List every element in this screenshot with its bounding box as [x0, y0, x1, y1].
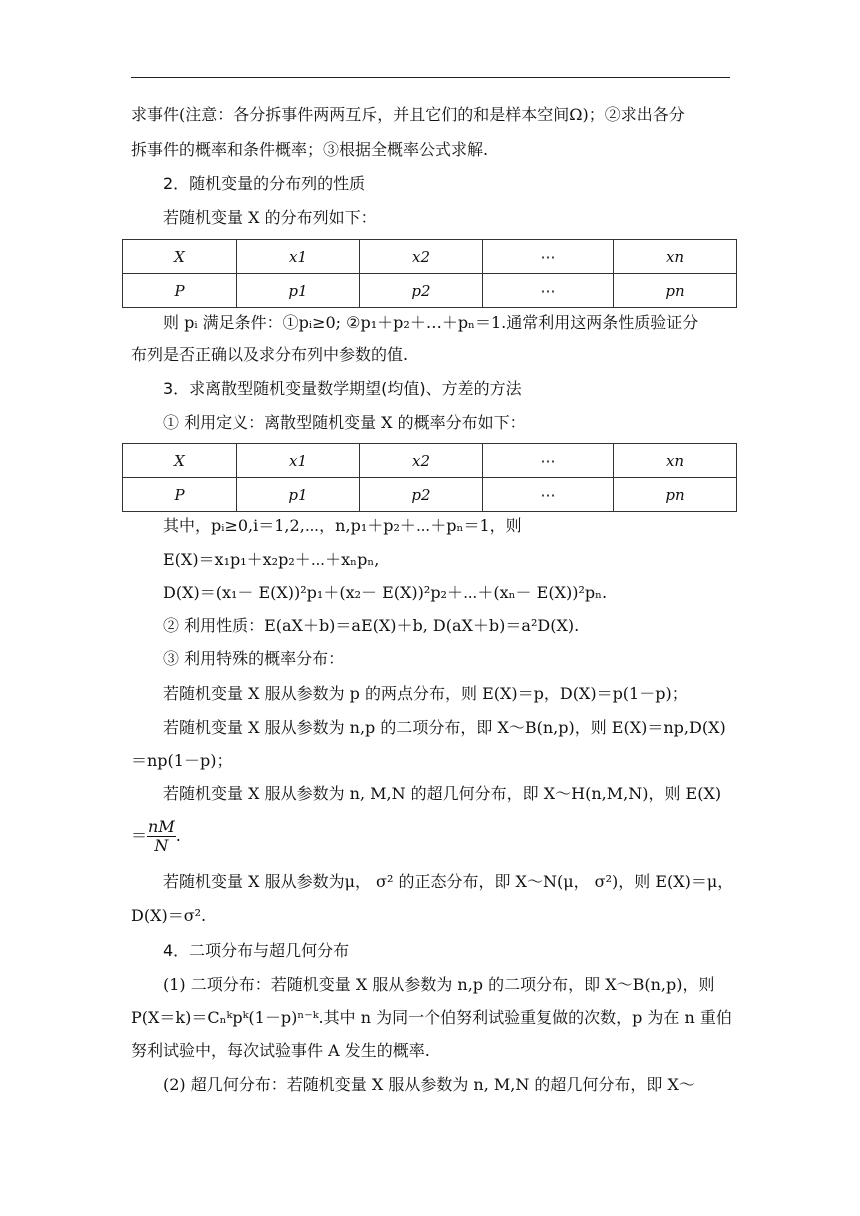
table-row-p [123, 274, 737, 308]
binomial-def-line-1: (1) 二项分布：若随机变量 X 服从参数为 n,p 的二项分布，即 X～B(n,p)，则 [163, 975, 715, 994]
intro-line-2: 拆事件的概率和条件概率；③根据全概率公式求解. [131, 140, 489, 159]
table-cell: p2 [360, 478, 483, 512]
table-cell: ⋯ [483, 444, 614, 478]
section-2-lead: 若随机变量 X 的分布列如下： [163, 208, 377, 227]
fraction-numerator: nM [148, 817, 175, 836]
table-cell: pn [614, 274, 737, 308]
table-cell: p1 [237, 274, 360, 308]
table-row-p [123, 478, 737, 512]
expectation-formula: E(X)＝x₁p₁＋x₂p₂＋⋯＋xₙpₙ, [163, 550, 380, 569]
fraction [147, 818, 176, 855]
section-3-item-3: ③ 利用特殊的概率分布： [163, 649, 345, 668]
hypergeometric-line-2 [131, 818, 181, 855]
period: . [175, 826, 181, 845]
condition-line: 其中，pᵢ≥0,i＝1,2,⋯，n,p₁＋p₂＋⋯＋pₙ＝1，则 [163, 516, 522, 535]
table-cell: ⋯ [483, 274, 614, 308]
normal-line-2: D(X)＝σ². [131, 906, 207, 925]
table-cell: ⋯ [483, 478, 614, 512]
hypergeometric-def-line-1: (2) 超几何分布：若随机变量 X 服从参数为 n, M,N 的超几何分布，即 X～ [163, 1075, 695, 1094]
equals-sign: ＝ [131, 826, 148, 845]
section-2-conditions-cont: 布列是否正确以及求分布列中参数的值. [131, 345, 409, 364]
table-cell: ⋯ [483, 240, 614, 274]
table-cell: x1 [237, 240, 360, 274]
variance-formula: D(X)＝(x₁－ E(X))²p₁＋(x₂－ E(X))²p₂＋⋯＋(xₙ－ E(X))²pₙ. [163, 583, 608, 602]
table-cell: P [123, 274, 237, 308]
table-cell: p2 [360, 274, 483, 308]
section-3-heading: 3．求离散型随机变量数学期望(均值)、方差的方法 [163, 379, 522, 398]
distribution-table-1 [122, 239, 737, 308]
binomial-line-1: 若随机变量 X 服从参数为 n,p 的二项分布，即 X～B(n,p)，则 E(X)＝np,D(X) [163, 718, 726, 737]
table-row-x [123, 240, 737, 274]
binomial-def-line-2: P(X＝k)＝Cₙᵏpᵏ(1－p)ⁿ⁻ᵏ.其中 n 为同一个伯努利试验重复做的次数，p 为在 n 重伯 [131, 1008, 732, 1027]
table-cell: X [123, 240, 237, 274]
section-3-item-2: ② 利用性质：E(aX＋b)＝aE(X)＋b, D(aX＋b)＝a²D(X). [163, 616, 580, 635]
table-cell: p1 [237, 478, 360, 512]
two-point-distribution: 若随机变量 X 服从参数为 p 的两点分布，则 E(X)＝p，D(X)＝p(1－p)； [163, 684, 688, 703]
section-2-heading: 2．随机变量的分布列的性质 [163, 174, 366, 193]
table-cell: x1 [237, 444, 360, 478]
binomial-def-line-3: 努利试验中，每次试验事件 A 发生的概率. [131, 1041, 430, 1060]
table-cell: xn [614, 444, 737, 478]
table-cell: x2 [360, 444, 483, 478]
section-4-heading: 4．二项分布与超几何分布 [163, 941, 350, 960]
table-cell: xn [614, 240, 737, 274]
distribution-table-2 [122, 443, 737, 512]
table-cell: pn [614, 478, 737, 512]
section-3-item-1: ① 利用定义：离散型随机变量 X 的概率分布如下： [163, 413, 526, 432]
table-cell: P [123, 478, 237, 512]
fraction-denominator: N [154, 836, 169, 855]
table-row-x [123, 444, 737, 478]
binomial-line-2: ＝np(1－p)； [131, 751, 233, 770]
hypergeometric-line-1: 若随机变量 X 服从参数为 n, M,N 的超几何分布，即 X～H(n,M,N)，则 E(X) [163, 784, 722, 803]
section-2-conditions: 则 pᵢ 满足条件：①pᵢ≥0; ②p₁＋p₂＋…＋pₙ＝1.通常利用这两条性质验证分 [163, 313, 699, 332]
table-cell: X [123, 444, 237, 478]
intro-line-1: 求事件(注意：各分拆事件两两互斥，并且它们的和是样本空间Ω)；②求出各分 [131, 105, 685, 124]
header-rule [131, 77, 730, 78]
table-cell: x2 [360, 240, 483, 274]
normal-line-1: 若随机变量 X 服从参数为μ， σ² 的正态分布，即 X～N(μ， σ²)，则 E(X)＝μ， [163, 872, 734, 891]
